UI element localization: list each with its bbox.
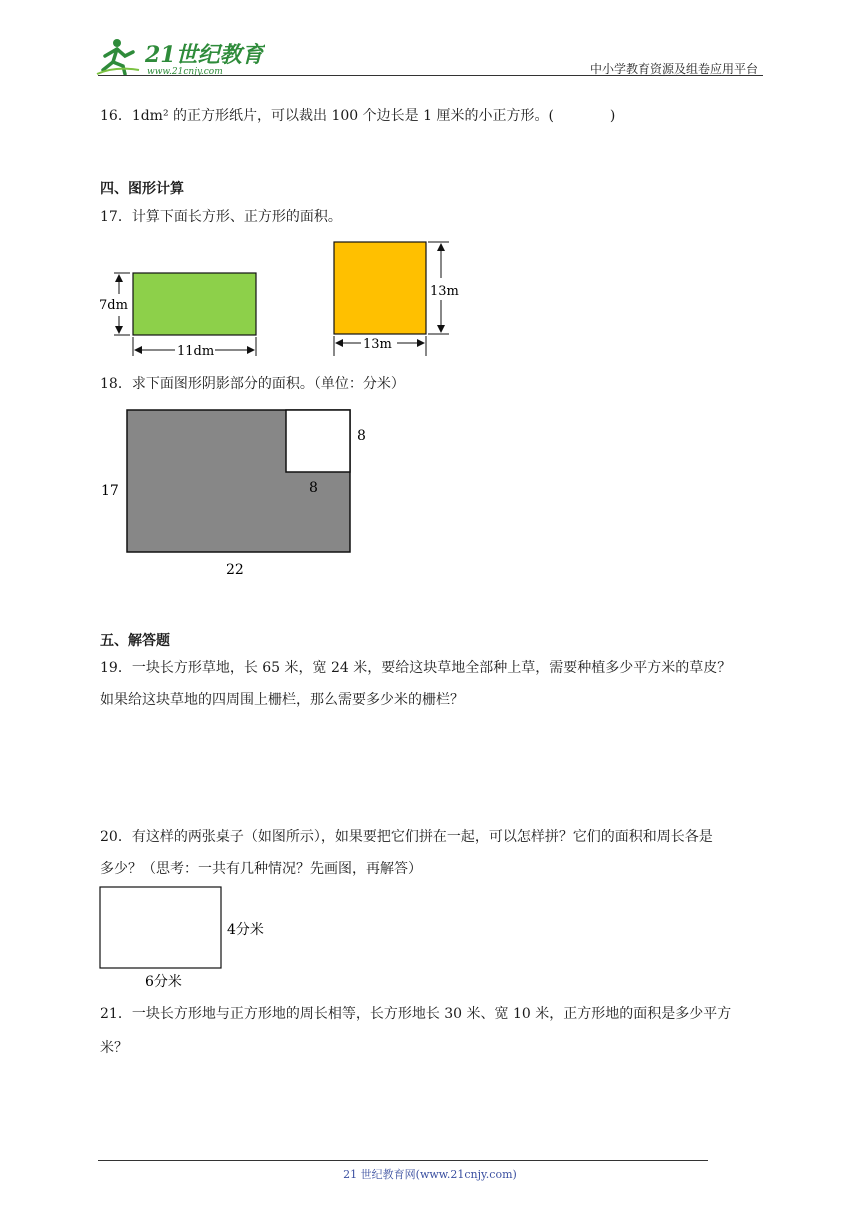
footer-link[interactable]: 21 世纪教育网(www.21cnjy.com) — [343, 1168, 517, 1181]
footer-divider — [98, 1160, 708, 1161]
bottom-side-label: 22 — [226, 562, 244, 578]
q18-figure — [95, 402, 385, 584]
rect-width-label: 11dm — [177, 344, 215, 359]
q20-table-figure — [95, 882, 275, 994]
yellow-square — [334, 242, 426, 334]
question-21-line-2: 米？ — [100, 1040, 128, 1056]
square-width-label: 13m — [363, 337, 392, 352]
q17-figures — [95, 238, 475, 363]
section-4-title: 四、图形计算 — [100, 181, 184, 197]
table-rectangle — [100, 887, 221, 968]
square-height-label: 13m — [430, 284, 459, 299]
question-19-line-2: 如果给这块草地的四周围上栅栏，那么需要多少米的栅栏？ — [100, 692, 464, 708]
rect-height-label: 7dm — [99, 298, 128, 313]
question-20-line-2: 多少？（思考：一共有几种情况？先画图，再解答） — [100, 861, 422, 877]
table-width-label: 4分米 — [227, 922, 264, 938]
left-side-label: 17 — [101, 483, 119, 499]
site-logo — [95, 36, 265, 78]
green-rectangle — [133, 273, 256, 335]
question-16: 16．1dm² 的正方形纸片，可以裁出 100 个边长是 1 厘米的小正方形。( ) — [100, 108, 616, 124]
question-21-line-1: 21．一块长方形地与正方形地的周长相等，长方形地长 30 米、宽 10 米，正方形地的面积是多少平方 — [100, 1006, 732, 1022]
table-length-label: 6分米 — [145, 974, 182, 990]
question-20-line-1: 20．有这样的两张桌子（如图所示），如果要把它们拼在一起，可以怎样拼？它们的面积和周长各是 — [100, 829, 713, 845]
question-19-line-1: 19．一块长方形草地，长 65 米，宽 24 米，要给这块草地全部种上草，需要种植多少平方米的草皮？ — [100, 660, 732, 676]
question-18: 18．求下面图形阴影部分的面积。（单位：分米） — [100, 376, 405, 392]
small-square-right-label: 8 — [357, 428, 366, 444]
logo-main-text: 21世纪教育 — [145, 42, 264, 68]
header-divider — [98, 75, 763, 76]
unshaded-square — [286, 410, 350, 472]
question-17: 17．计算下面长方形、正方形的面积。 — [100, 209, 342, 225]
runner-icon — [97, 39, 139, 74]
section-5-title: 五、解答题 — [100, 633, 170, 649]
header-platform-text: 中小学教育资源及组卷应用平台 — [589, 62, 758, 76]
small-square-bottom-label: 8 — [309, 480, 318, 496]
logo-url-text: www.21cnjy.com — [147, 67, 223, 77]
